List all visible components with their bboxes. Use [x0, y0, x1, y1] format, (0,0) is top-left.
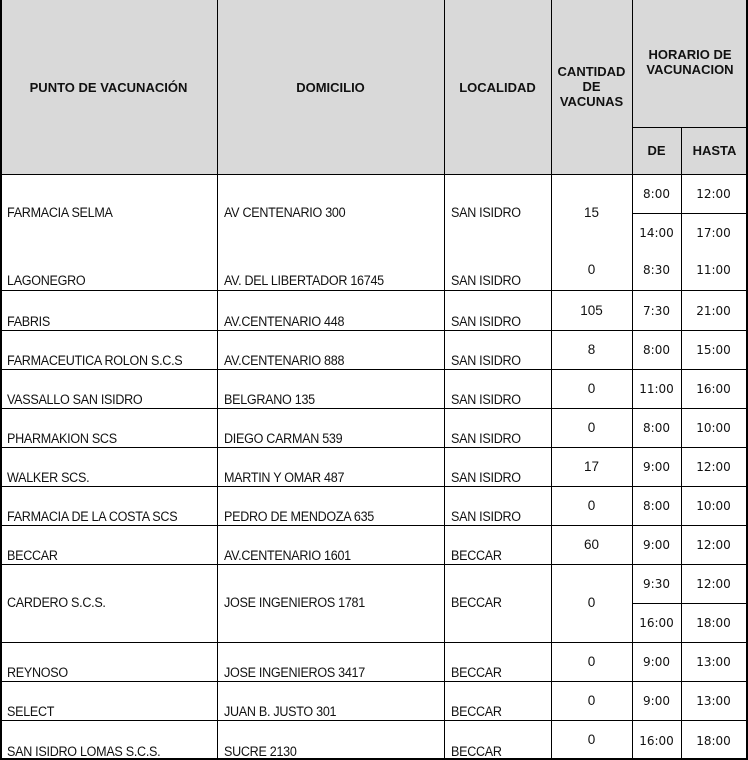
cell-hasta: 21:00: [696, 304, 731, 318]
cell-domicilio: BELGRANO 135: [224, 392, 315, 407]
hline-r2: [0, 290, 748, 291]
cell-de: 16:00: [639, 616, 674, 630]
cell-cantidad: 60: [583, 537, 600, 552]
cell-de: 16:00: [639, 734, 674, 748]
cell-de: 7:30: [643, 304, 670, 318]
header-horario-line2: VACUNACION: [646, 61, 734, 77]
cell-punto: WALKER SCS.: [7, 470, 90, 485]
cell-cantidad: 0: [587, 595, 596, 610]
cell-domicilio: AV. DEL LIBERTADOR 16745: [224, 273, 384, 288]
cell-hasta: 15:00: [696, 343, 731, 357]
cell-cantidad: 0: [587, 262, 596, 277]
cell-domicilio: AV.CENTENARIO 1601: [224, 548, 351, 563]
cell-de: 8:00: [643, 343, 670, 357]
cell-localidad: SAN ISIDRO: [451, 353, 521, 368]
cell-localidad: SAN ISIDRO: [451, 470, 521, 485]
cell-domicilio: JUAN B. JUSTO 301: [224, 704, 337, 719]
cell-punto: FARMACIA SELMA: [7, 205, 113, 220]
cell-hasta: 10:00: [696, 421, 731, 435]
cell-domicilio: AV CENTENARIO 300: [224, 205, 346, 220]
cell-punto: VASSALLO SAN ISIDRO: [7, 392, 143, 407]
header-localidad: [444, 0, 551, 174]
header-de: [632, 127, 681, 174]
header-punto: [0, 0, 217, 174]
hline-r8: [0, 525, 748, 526]
cell-localidad: BECCAR: [451, 744, 502, 759]
cell-de: 9:00: [643, 655, 670, 669]
header-cantidad-line1: CANTIDAD: [557, 63, 626, 79]
hline-cardero-sub: [632, 603, 748, 604]
cell-localidad: BECCAR: [451, 548, 502, 563]
cell-punto: LAGONEGRO: [7, 273, 86, 288]
cell-localidad: SAN ISIDRO: [451, 205, 521, 220]
cell-punto: FARMACIA DE LA COSTA SCS: [7, 509, 178, 524]
cell-localidad: SAN ISIDRO: [451, 314, 521, 329]
cell-cantidad: 0: [587, 381, 596, 396]
cell-domicilio: AV.CENTENARIO 448: [224, 314, 345, 329]
cell-domicilio: MARTIN Y OMAR 487: [224, 470, 345, 485]
cell-cantidad: 0: [587, 693, 596, 708]
vline-4: [632, 0, 633, 760]
cell-localidad: SAN ISIDRO: [451, 392, 521, 407]
header-de-label: DE: [647, 143, 666, 158]
cell-localidad: SAN ISIDRO: [451, 509, 521, 524]
vline-2: [444, 0, 445, 760]
hline-header-sub: [632, 127, 748, 128]
cell-hasta: 12:00: [696, 187, 731, 201]
cell-punto: SAN ISIDRO LOMAS S.C.S.: [7, 744, 161, 759]
hline-r11: [0, 681, 748, 682]
cell-cantidad: 17: [583, 459, 600, 474]
cell-punto: PHARMAKION SCS: [7, 431, 117, 446]
header-cantidad: [551, 0, 632, 174]
cell-hasta: 17:00: [696, 226, 731, 240]
cell-de: 8:00: [643, 499, 670, 513]
header-hasta: [681, 127, 748, 174]
header-horario-line1: HORARIO DE: [648, 46, 732, 62]
cell-domicilio: SUCRE 2130: [224, 744, 297, 759]
cell-de: 9:30: [643, 577, 670, 591]
header-domicilio-label: DOMICILIO: [296, 79, 365, 95]
cell-hasta: 10:00: [696, 499, 731, 513]
cell-hasta: 13:00: [696, 694, 731, 708]
header-localidad-label: LOCALIDAD: [459, 79, 536, 95]
cell-de: 14:00: [639, 226, 674, 240]
cell-localidad: BECCAR: [451, 704, 502, 719]
vline-3: [551, 0, 552, 760]
hline-r3: [0, 330, 748, 331]
cell-hasta: 16:00: [696, 382, 731, 396]
header-punto-label: PUNTO DE VACUNACIÓN: [29, 79, 188, 95]
cell-punto: REYNOSO: [7, 665, 68, 680]
cell-localidad: SAN ISIDRO: [451, 431, 521, 446]
cell-de: 8:00: [643, 421, 670, 435]
vline-1: [217, 0, 218, 760]
cell-de: 9:00: [643, 538, 670, 552]
cell-cantidad: 0: [587, 732, 596, 747]
cell-domicilio: PEDRO DE MENDOZA 635: [224, 509, 375, 524]
hline-header-bottom: [0, 174, 748, 175]
vline-0: [0, 0, 2, 760]
cell-cantidad: 0: [587, 654, 596, 669]
cell-de: 9:00: [643, 460, 670, 474]
hline-r5: [0, 408, 748, 409]
hline-r9: [0, 564, 748, 565]
hline-r10: [0, 642, 748, 643]
header-cantidad-line2: DE: [582, 78, 601, 94]
cell-cantidad: 0: [587, 420, 596, 435]
cell-localidad: BECCAR: [451, 665, 502, 680]
cell-de: 8:30: [643, 263, 670, 277]
cell-hasta: 12:00: [696, 577, 731, 591]
cell-domicilio: AV.CENTENARIO 888: [224, 353, 345, 368]
cell-punto: FABRIS: [7, 314, 50, 329]
hline-r4: [0, 369, 748, 370]
cell-de: 9:00: [643, 694, 670, 708]
hline-r6: [0, 447, 748, 448]
cell-domicilio: JOSE INGENIEROS 1781: [224, 595, 365, 610]
hline-selma-sub: [632, 213, 748, 214]
cell-hasta: 18:00: [696, 616, 731, 630]
header-cantidad-line3: VACUNAS: [559, 93, 624, 109]
cell-punto: BECCAR: [7, 548, 58, 563]
hline-r12: [0, 720, 748, 721]
cell-domicilio: DIEGO CARMAN 539: [224, 431, 343, 446]
header-hasta-label: HASTA: [692, 143, 737, 158]
cell-punto: FARMACEUTICA ROLON S.C.S: [7, 353, 183, 368]
header-horario: [632, 0, 748, 127]
hline-r7: [0, 486, 748, 487]
cell-hasta: 12:00: [696, 460, 731, 474]
cell-de: 11:00: [639, 382, 674, 396]
cell-punto: CARDERO S.C.S.: [7, 595, 106, 610]
cell-hasta: 18:00: [696, 734, 731, 748]
cell-domicilio: JOSE INGENIEROS 3417: [224, 665, 365, 680]
cell-cantidad: 105: [580, 303, 603, 318]
cell-de: 8:00: [643, 187, 670, 201]
cell-cantidad: 8: [587, 342, 596, 357]
cell-punto: SELECT: [7, 704, 55, 719]
cell-localidad: BECCAR: [451, 595, 502, 610]
cell-hasta: 13:00: [696, 655, 731, 669]
cell-cantidad: 15: [583, 205, 600, 220]
cell-hasta: 11:00: [696, 263, 731, 277]
cell-localidad: SAN ISIDRO: [451, 273, 521, 288]
cell-cantidad: 0: [587, 498, 596, 513]
cell-hasta: 12:00: [696, 538, 731, 552]
header-domicilio: [217, 0, 444, 174]
